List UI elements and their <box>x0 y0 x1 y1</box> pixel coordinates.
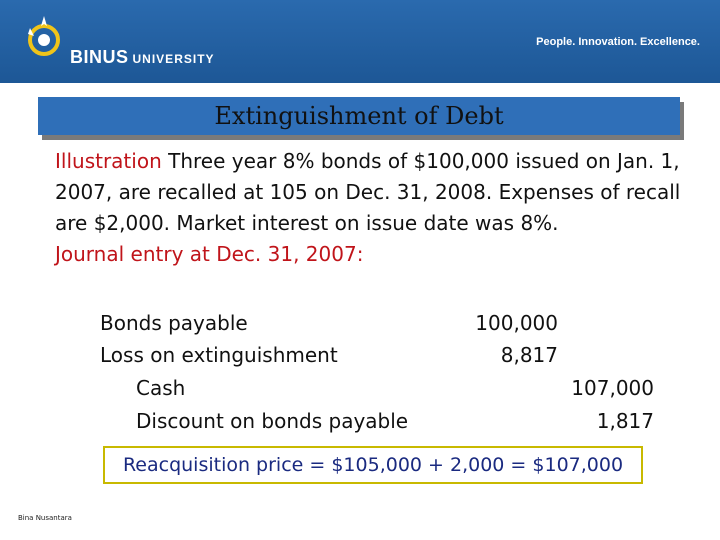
entry-account: Loss on extinguishment <box>100 343 338 367</box>
footer-text: Bina Nusantara <box>18 514 72 522</box>
entry-debit: 8,817 <box>500 343 558 367</box>
entry-account: Cash <box>136 376 186 400</box>
entry-debit: 100,000 <box>475 311 558 335</box>
reacquisition-formula-box <box>103 446 643 484</box>
journal-heading: Journal entry at Dec. 31, 2007: <box>55 242 364 266</box>
illustration-label: Illustration <box>55 149 162 173</box>
entry-account: Bonds payable <box>100 311 248 335</box>
slide-title: Extinguishment of Debt <box>214 102 504 130</box>
logo-suffix: UNIVERSITY <box>132 52 215 66</box>
illustration-text: Three year 8% bonds of $100,000 issued on Jan. 1, 2007, are recalled at 105 on Dec. 31, 2008. Expenses of recall are $2,000. Market interest on issue date was 8%. <box>55 149 681 235</box>
entry-credit: 107,000 <box>571 376 654 400</box>
tagline: People. Innovation. Excellence. <box>536 36 700 48</box>
logo-name: BINUS <box>70 47 129 67</box>
entry-credit: 1,817 <box>596 409 654 433</box>
reacquisition-formula: Reacquisition price = $105,000 + 2,000 = $107,000 <box>122 454 624 476</box>
entry-account: Discount on bonds payable <box>136 409 409 433</box>
